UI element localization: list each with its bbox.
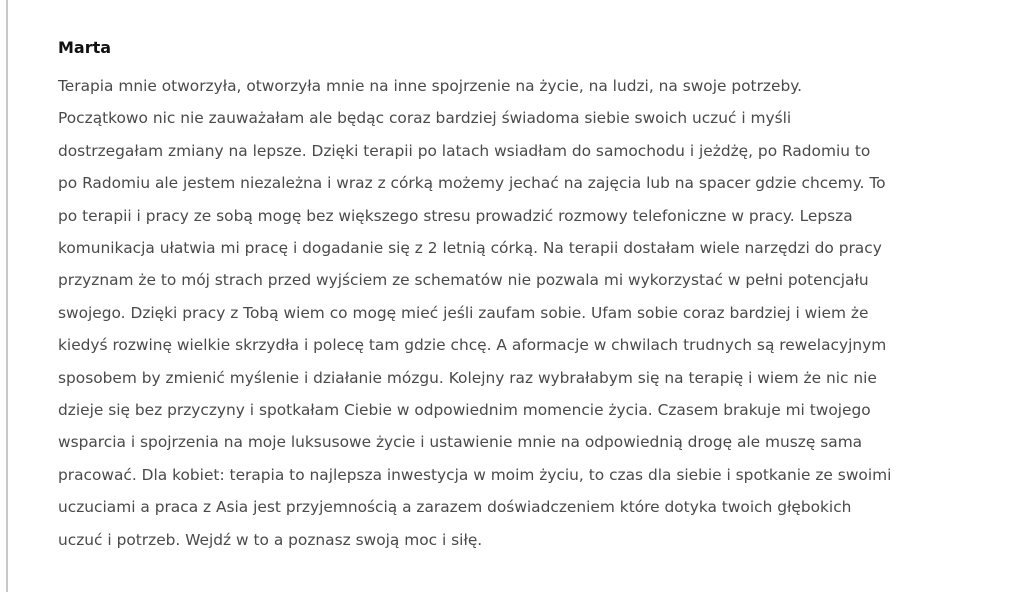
testimonial-line: komunikacja ułatwia mi pracę i dogadanie się z 2 letnią córką. Na terapii dostałam wiele narzędzi do pracy	[58, 239, 882, 258]
testimonial-line: wsparcia i spojrzenia na moje luksusowe życie i ustawienie mnie na odpowiednią drogę ale muszę sama	[58, 433, 863, 452]
testimonial-line: po Radomiu ale jestem niezależna i wraz z córką możemy jechać na zajęcia lub na spacer gdzie chcemy. To	[58, 174, 886, 193]
left-divider	[6, 0, 8, 592]
testimonial-line: przyznam że to mój strach przed wyjściem ze schematów nie pozwala mi wykorzystać w pełni potencjału	[58, 271, 869, 290]
testimonial-line: pracować. Dla kobiet: terapia to najlepsza inwestycja w moim życiu, to czas dla siebie i spotkanie ze swoimi	[58, 465, 892, 484]
testimonial-line: sposobem by zmienić myślenie i działanie mózgu. Kolejny raz wybrałabym się na terapię i wiem że nic nie	[58, 368, 877, 387]
testimonial-line: kiedyś rozwinę wielkie skrzydła i polecę tam gdzie chcę. A aformacje w chwilach trudnych są rewelacyjnym	[58, 336, 887, 355]
testimonial-line: swojego. Dzięki pracy z Tobą wiem co mogę mieć jeśli zaufam sobie. Ufam sobie coraz bardziej i wiem że	[58, 303, 869, 322]
testimonial-line: po terapii i pracy ze sobą mogę bez większego stresu prowadzić rozmowy telefoniczne w pracy. Lepsza	[58, 206, 853, 225]
testimonial-line: dostrzegałam zmiany na lepsze. Dzięki terapii po latach wsiadłam do samochodu i jeżdżę, po Radomiu to	[58, 141, 871, 160]
testimonial-line: uczuć i potrzeb. Wejdź w to a poznasz swoją moc i siłę.	[58, 530, 483, 549]
testimonial-line: dzieje się bez przyczyny i spotkałam Ciebie w odpowiednim momencie życia. Czasem brakuje mi twojego	[58, 401, 871, 420]
testimonial-line: uczuciami a praca z Asia jest przyjemnością a zarazem doświadczeniem które dotyka twoich głębokich	[58, 498, 852, 517]
testimonial-text	[58, 70, 1008, 556]
testimonial-line: Terapia mnie otworzyła, otworzyła mnie na inne spojrzenie na życie, na ludzi, na swoje potrzeby.	[58, 77, 803, 95]
testimonial-block	[58, 36, 1008, 556]
testimonial-line: Początkowo nic nie zauważałam ale będąc coraz bardziej świadoma siebie swoich uczuć i myśli	[58, 109, 792, 128]
testimonial-author: Marta	[58, 38, 112, 57]
